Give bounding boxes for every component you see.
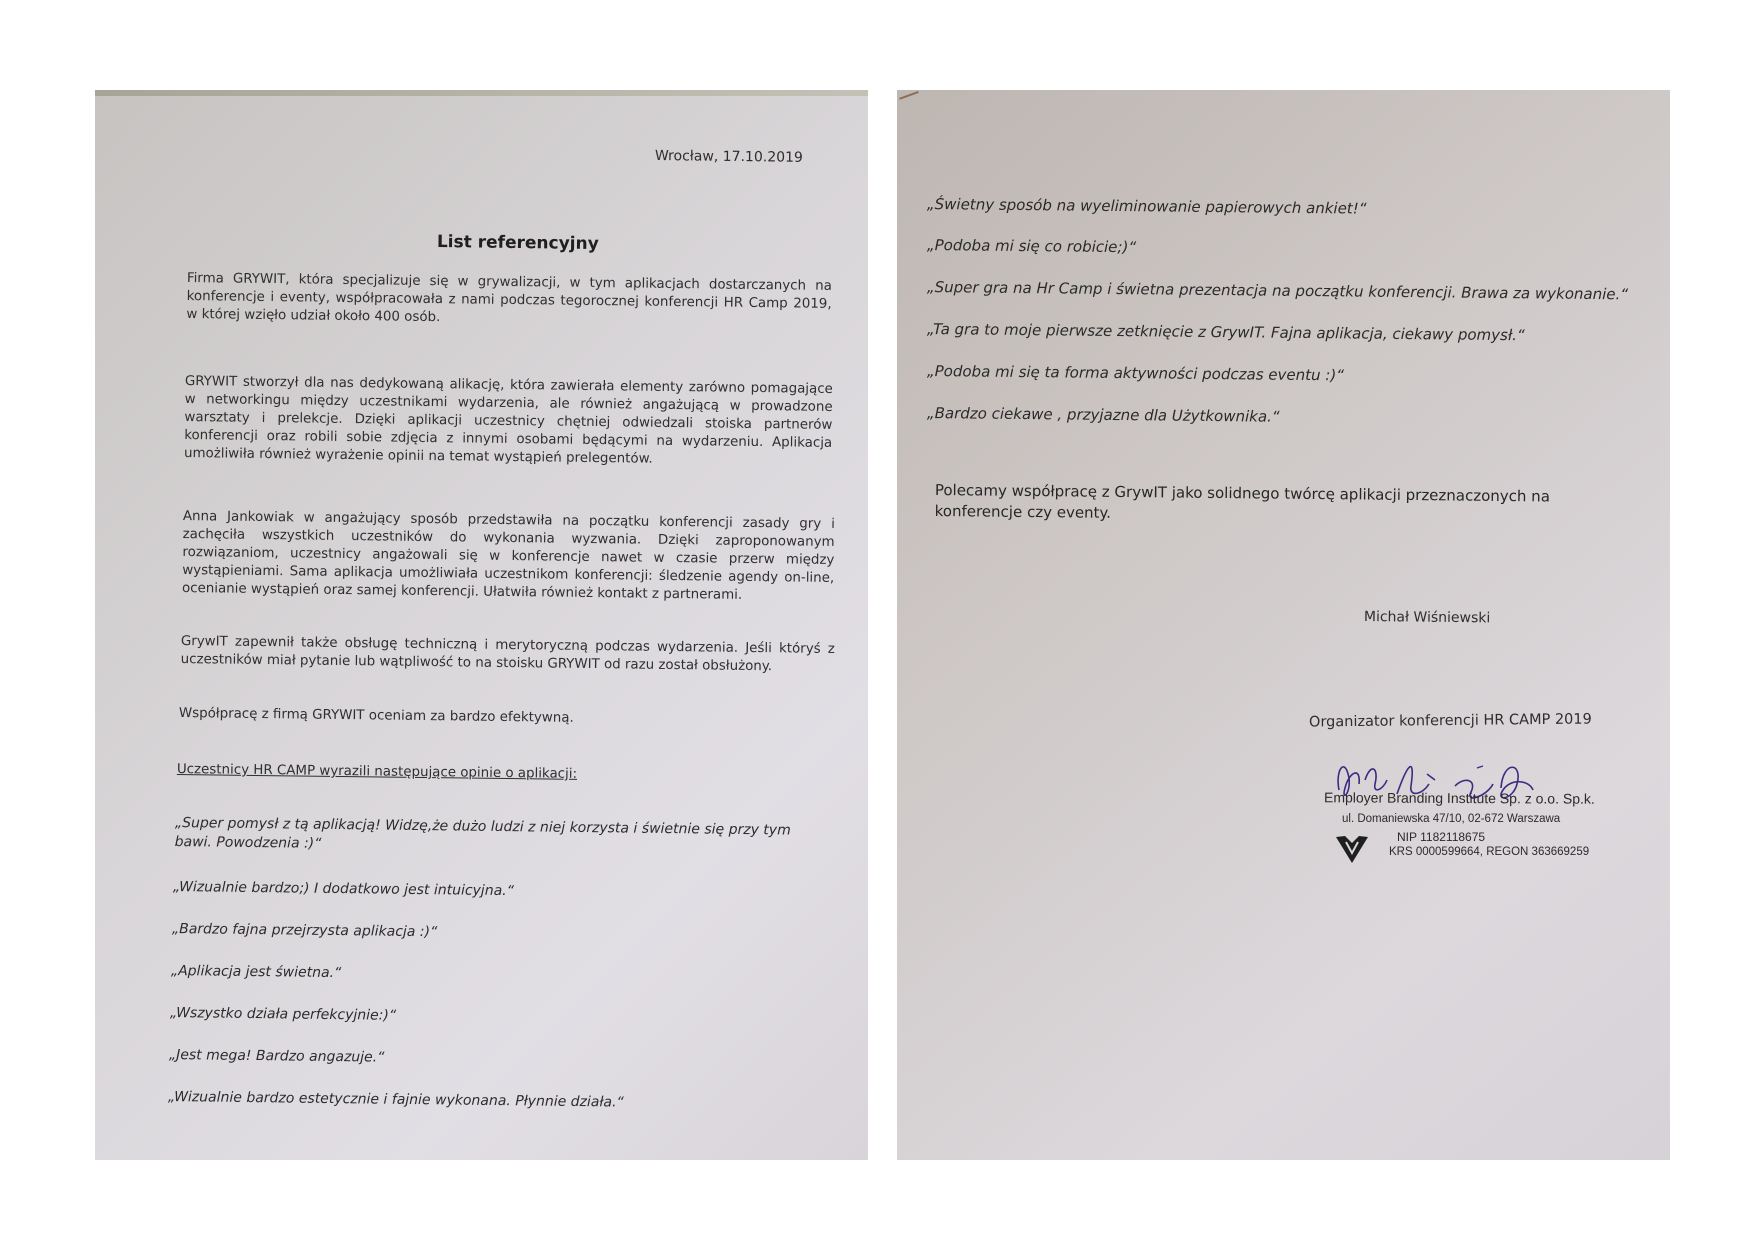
recommendation-text: Polecamy współpracę z GrywIT jako solidnego twórcę aplikacji przeznaczonych na konferencje czy eventy.: [934, 480, 1551, 522]
paragraph-app-description: GRYWIT stworzył dla nas dedykowaną alikację, która zawierała elementy zarówno pomagające w networkingu między uczestnikami wydarzenia, ale również angażującą w prowadzone warsztaty i prelekcje. Dzięki aplikacji uczestnicy chętniej odwiedzali stoiska partnerów konferencji oraz robili sobie zdjęcia z innymi osobami będącymi na wydarzeniu. Aplikacja umożliwiła również wyrażenie opinii na temat wystąpień prelegentów.: [183, 373, 833, 467]
left-page: [95, 90, 868, 1160]
quote-left-4: „Aplikacja jest świetna.“: [170, 962, 342, 982]
paragraph-rating: Współpracę z firmą GRYWIT oceniam za bardzo efektywną.: [178, 705, 574, 726]
quote-left-1: „Super pomysł z tą aplikacją! Widzę,że dużo ludzi z niej korzysta i świetnie się przy tym bawi. Powodzenia :)“: [174, 814, 791, 852]
stamp-krs-regon: KRS 0000599664, REGON 363669259: [1389, 846, 1590, 858]
stamp-company-name: Employer Branding Institute Sp. z o.o. Sp.k.: [1323, 789, 1595, 807]
quote-left-3: „Bardzo fajna przejrzysta aplikacja :)“: [171, 920, 438, 941]
stamp-address: ul. Domaniewska 47/10, 02-672 Warszawa: [1342, 813, 1561, 825]
quote-left-7: „Wizualnie bardzo estetycznie i fajnie wykonana. Płynnie działa.“: [167, 1089, 624, 1111]
quote-right-1: „Świetny sposób na wyeliminowanie papierowych ankiet!“: [926, 195, 1367, 218]
letter-title: List referencyjny: [436, 232, 599, 254]
quote-left-5: „Wszystko działa perfekcyjnie:)“: [169, 1004, 397, 1024]
quote-left-2: „Wizualnie bardzo;) I dodatkowo jest intuicyjna.“: [172, 878, 515, 900]
signer-role: Organizator konferencji HR CAMP 2019: [1308, 711, 1592, 731]
paragraph-support: GrywIT zapewnił także obsługę techniczną i merytoryczną podczas wydarzenia. Jeśli któryś z uczestników miał pytanie lub wątpliwość to na stoisku GRYWIT od razu został obsłużony.: [180, 633, 835, 675]
paragraph-intro: Firma GRYWIT, która specjalizuje się w grywalizacji, w tym aplikacjach dostarczanych na konferencje i eventy, współpracowała z nami podczas tegorocznej konferencji HR Camp 2019, w której wzięło udział około 400 osób.: [186, 270, 832, 326]
handwritten-signature: [1327, 750, 1537, 820]
quote-right-3: „Super gra na Hr Camp i świetna prezentacja na początku konferencji. Brawa za wykonanie.“: [926, 278, 1629, 304]
quote-right-4: „Ta gra to moje pierwsze zetknięcie z GrywIT. Fajna aplikacja, ciekawy pomysł.“: [926, 320, 1525, 345]
company-logo-icon: [1335, 834, 1369, 864]
paragraph-presentation: Anna Jankowiak w angażujący sposób przedstawiła na początku konferencji zasady gry i zachęciła wszystkich uczestników do wykonania wyzwania. Dzięki zaproponowanym rozwiązaniom, uczestnicy angażowali się w konferencje nawet w czasie przerw między wystąpieniami. Sama aplikacja umożliwiała uczestnikom konferencji: śledzenie agendy on-line, ocenianie wystąpień oraz samej konferencji. Ułatwiła również kontakt z partnerami.: [181, 508, 835, 603]
paper-clip-mark: [899, 91, 923, 111]
quote-right-2: „Podoba mi się co robicie;)“: [926, 236, 1137, 257]
page-edge-shadow: [95, 90, 868, 96]
right-page: [897, 90, 1670, 1160]
stamp-nip: NIP 1182118675: [1397, 830, 1486, 844]
letter-date: Wrocław, 17.10.2019: [654, 147, 803, 166]
quote-left-6: „Jest mega! Bardzo angazuje.“: [168, 1047, 385, 1066]
quote-right-6: „Bardzo ciekawe , przyjazne dla Użytkownika.“: [926, 404, 1280, 426]
signer-name: Michał Wiśniewski: [1363, 608, 1491, 627]
opinions-heading: Uczestnicy HR CAMP wyrazili następujące opinie o aplikacji:: [176, 761, 578, 782]
quote-right-5: „Podoba mi się ta forma aktywności podczas eventu :)“: [926, 362, 1345, 385]
